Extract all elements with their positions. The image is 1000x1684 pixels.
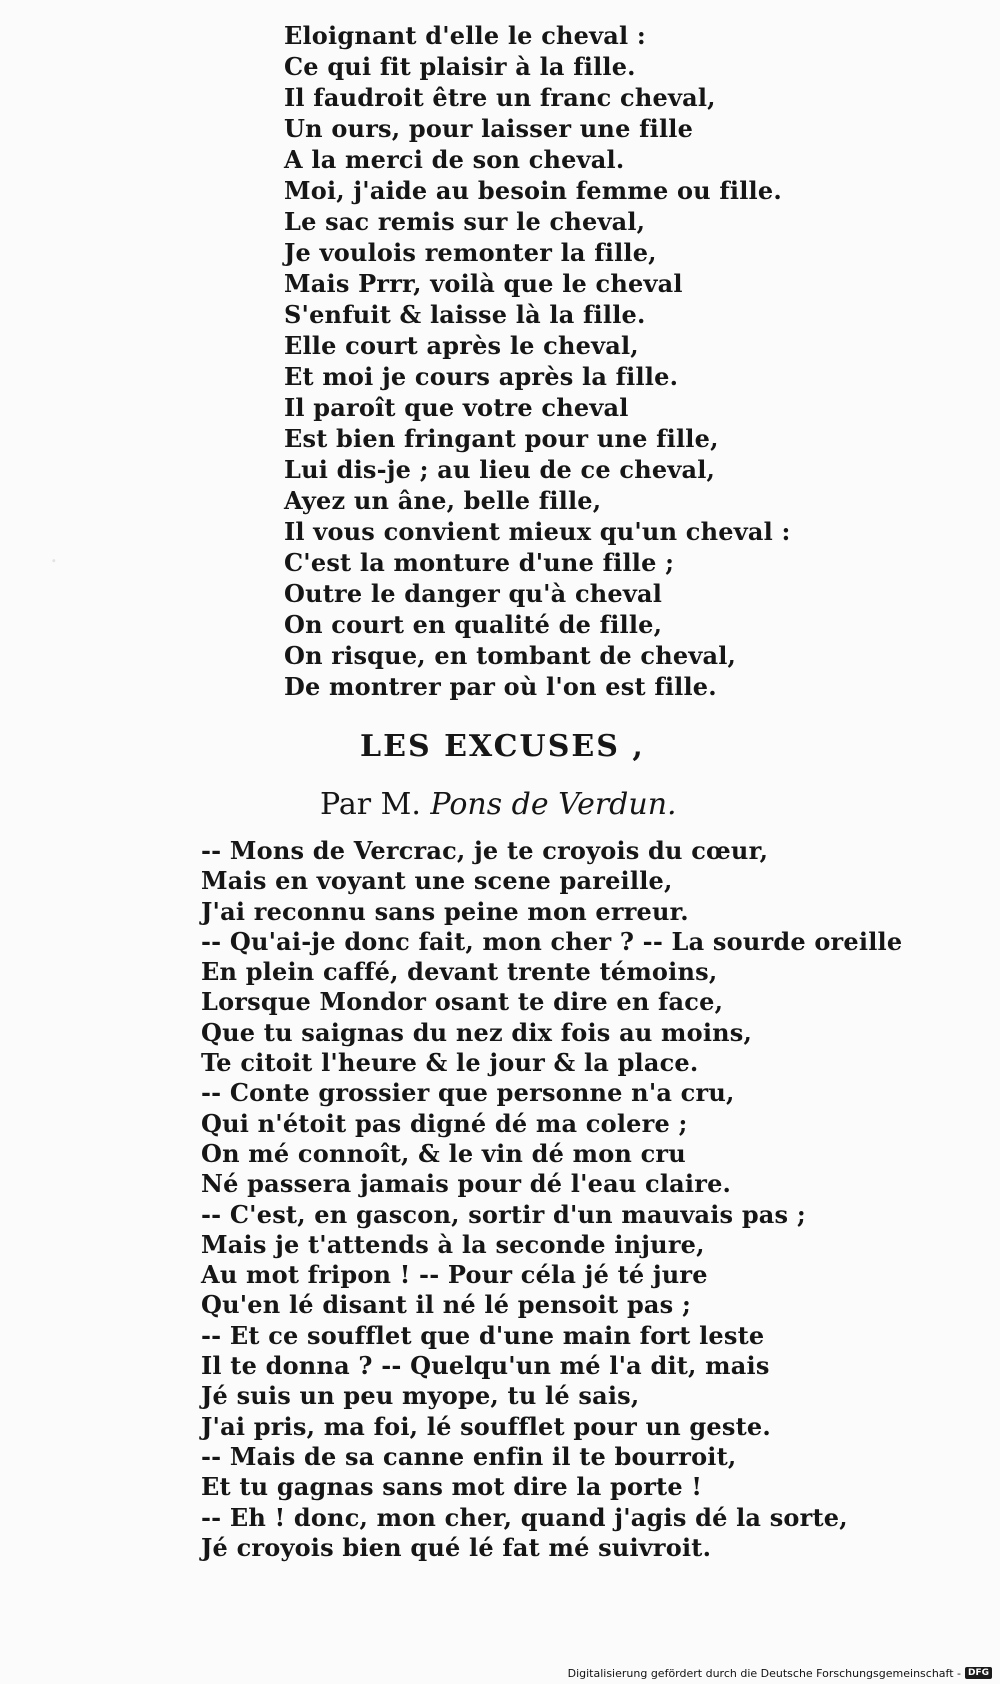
verse-line: Qui n'étoit pas digné dé ma colere ; [201,1108,688,1138]
verse-line: Mais Prrr, voilà que le cheval [284,269,683,298]
verse-line: Ce qui fit plaisir à la fille. [284,52,636,81]
verse-line: Te citoit l'heure & le jour & la place. [201,1048,699,1078]
verse-line: Qu'en lé disant il né lé pensoit pas ; [201,1290,692,1320]
credit-text: Digitalisierung gefördert durch die Deutsche Forschungsgemeinschaft - [567,1666,961,1680]
verse-line: On mé connoît, & le vin dé mon cru [201,1138,686,1168]
verse-line: -- Mais de sa canne enfin il te bourroit, [201,1441,737,1471]
verse-line: Lorsque Mondor osant te dire en face, [201,987,724,1017]
show-through-texture: . [50,540,58,568]
verse-line: De montrer par où l'on est fille. [284,672,717,701]
verse-line: Au mot fripon ! -- Pour céla jé té jure [201,1260,708,1290]
verse-line: -- Eh ! donc, mon cher, quand j'agis dé la sorte, [201,1502,848,1532]
verse-line: Il paroît que votre cheval [284,393,629,422]
verse-line: J'ai reconnu sans peine mon erreur. [201,896,689,926]
verse-line: Moi, j'aide au besoin femme ou fille. [284,176,782,205]
verse-line: Jé suis un peu myope, tu lé sais, [201,1381,640,1411]
verse-line: Elle court après le cheval, [284,331,639,360]
verse-line: Outre le danger qu'à cheval [284,579,663,608]
verse-line: Ayez un âne, belle fille, [284,486,602,515]
verse-line: Le sac remis sur le cheval, [284,207,646,236]
verse-line: -- C'est, en gascon, sortir d'un mauvais pas ; [201,1199,806,1229]
verse-line: -- Conte grossier que personne n'a cru, [201,1078,735,1108]
verse-line: C'est la monture d'une fille ; [284,548,675,577]
verse-line: Que tu saignas du nez dix fois au moins, [201,1017,753,1047]
verse-line: Lui dis-je ; au lieu de ce cheval, [284,455,716,484]
verse-line: Un ours, pour laisser une fille [284,114,694,143]
dfg-logo-icon: DFG [965,1667,992,1679]
poem-continued [284,20,944,702]
byline-prefix: Par M. [320,787,431,822]
verse-line: Il faudroit être un franc cheval, [284,83,716,112]
poem-les-excuses [201,836,941,1563]
verse-line: On risque, en tombant de cheval, [284,641,737,670]
author-name: Pons de Verdun. [430,787,677,822]
verse-line: Né passera jamais pour dé l'eau claire. [201,1169,732,1199]
section-title: LES EXCUSES , [360,729,645,764]
verse-line: On court en qualité de fille, [284,610,663,639]
verse-line: Je voulois remonter la fille, [284,238,657,267]
author-byline [320,787,820,822]
verse-line: S'enfuit & laisse là la fille. [284,300,646,329]
verse-line: Mais je t'attends à la seconde injure, [201,1229,705,1259]
verse-line: Il te donna ? -- Quelqu'un mé l'a dit, mais [201,1351,770,1381]
verse-line: Il vous convient mieux qu'un cheval : [284,517,791,546]
verse-line: -- Et ce soufflet que d'une main fort leste [201,1320,765,1350]
verse-line: Et moi je cours après la fille. [284,362,679,391]
verse-line: J'ai pris, ma foi, lé soufflet pour un geste. [201,1411,771,1441]
verse-line: Mais en voyant une scene pareille, [201,866,673,896]
digitization-credit [568,1664,992,1682]
verse-line: En plein caffé, devant trente témoins, [201,957,718,987]
verse-line: Eloignant d'elle le cheval : [284,21,646,50]
verse-line: -- Qu'ai-je donc fait, mon cher ? -- La sourde oreille [201,926,903,956]
verse-line: Et tu gagnas sans mot dire la porte ! [201,1472,703,1502]
verse-line: Est bien fringant pour une fille, [284,424,719,453]
verse-line: A la merci de son cheval. [284,145,625,174]
verse-line: -- Mons de Vercrac, je te croyois du cœur, [201,836,769,865]
verse-line: Jé croyois bien qué lé fat mé suivroit. [201,1532,712,1562]
